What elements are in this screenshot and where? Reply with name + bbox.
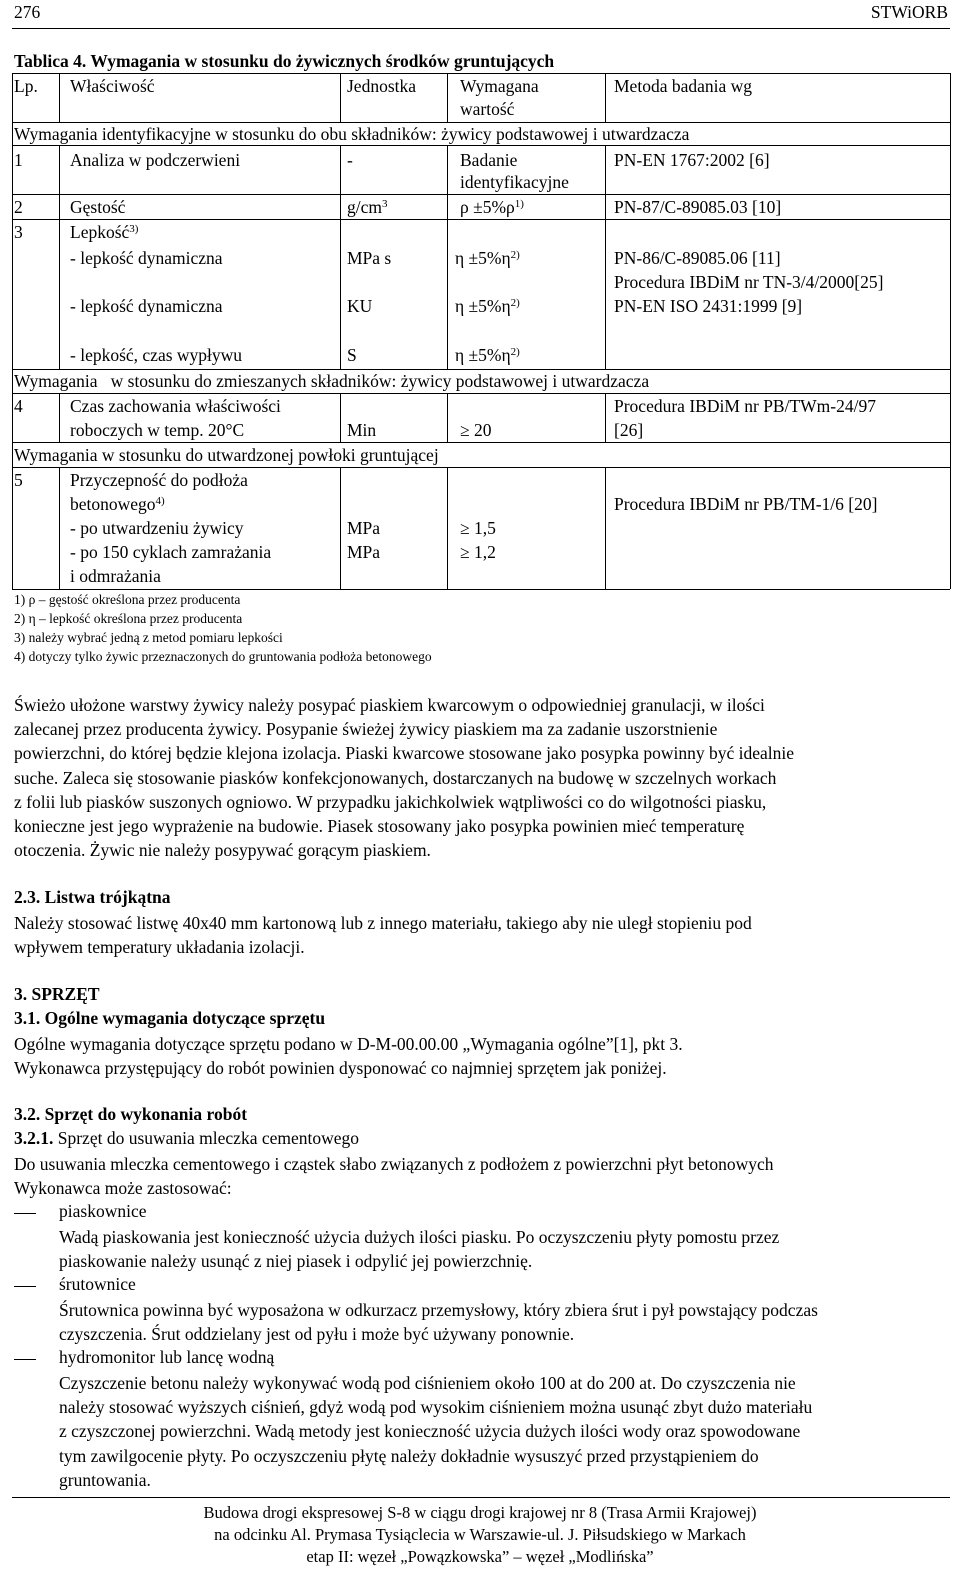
row3-sub3-value: $\eta \pm 5\%\eta^{2)}$ [455, 345, 520, 365]
row1-value-2: identyfikacyjne [460, 172, 569, 192]
section-3-1-text: Ogólne wymagania dotyczące sprzętu podano w D-M-00.00.00 „Wymagania ogólne”[1], pkt 3. Wykonawca przystępujący do robót powinien dysponować co najmniej sprzętem jak poniżej. [14, 1034, 683, 1079]
row3-sub1-unit: MPa s [347, 248, 392, 268]
row2-method: PN-87/C-89085.03 [10] [614, 197, 782, 217]
row2-property: Gęstość [70, 197, 126, 217]
row1-unit: - [347, 150, 353, 170]
dash-bullet-3 [14, 1359, 36, 1360]
row5-lp: 5 [14, 470, 23, 490]
row1-property: Analiza w podczerwieni [70, 150, 241, 170]
row1-lp: 1 [14, 150, 23, 170]
footnote-4: 4) dotyczy tylko żywic przeznaczonych do gruntowania podłoża betonowego [14, 649, 432, 664]
item-1-title: piaskownice [59, 1201, 147, 1221]
footnote-2: 2) η – lepkość określona przez producenta [14, 611, 243, 626]
footnote-1: 1) ρ – gęstość określona przez producenta [14, 592, 241, 607]
footer-rule [12, 1497, 950, 1498]
row4-property-1: Czas zachowania właściwości [70, 396, 281, 416]
row3-sub2-unit: KU [347, 296, 373, 316]
section-cured: Wymagania w stosunku do utwardzonej powłoki gruntującej [14, 445, 439, 465]
footnote-3: 3) należy wybrać jedną z metod pomiaru lepkości [14, 630, 283, 645]
row5-sub2-property-1: - po 150 cyklach zamrażania [70, 542, 272, 562]
row3-property: Lepkość$^{3)}$ [70, 222, 139, 242]
dash-bullet-2 [14, 1286, 36, 1287]
row5-property-2: betonowego$^{4)}$ [70, 494, 165, 514]
dash-bullet-1 [14, 1213, 36, 1214]
row1-method: PN-EN 1767:2002 [6] [614, 150, 770, 170]
row4-method-1: Procedura IBDiM nr PB/TWm-24/97 [614, 396, 876, 416]
item-2-title: śrutownice [59, 1274, 136, 1294]
section-3-1-heading: 3.1. Ogólne wymagania dotyczące sprzętu [14, 1008, 326, 1028]
row2-lp: 2 [14, 197, 23, 217]
row3-sub2-method: PN-EN ISO 2431:1999 [9] [614, 296, 803, 316]
row3-sub2-property: - lepkość dynamiczna [70, 296, 223, 316]
row3-sub3-unit: S [347, 345, 357, 365]
row4-method-2: [26] [614, 420, 644, 440]
document-code: STWiORB [870, 2, 948, 22]
section-3-heading: 3. SPRZĘT [14, 984, 100, 1004]
row2-unit: $g/cm^3$ [347, 197, 388, 217]
header-rule [12, 28, 950, 29]
row5-sub2-unit: MPa [347, 542, 381, 562]
header-method: Metoda badania wg [614, 76, 753, 96]
section-2-3-text: Należy stosować listwę 40x40 mm kartonową lub z innego materiału, takiego aby nie uległ stopieniu pod wpływem temperatury układania izolacji. [14, 913, 752, 958]
section-2-3-heading: 2.3. Listwa trójkątna [14, 887, 171, 907]
row5-sub1-unit: MPa [347, 518, 381, 538]
header-unit: Jednostka [347, 76, 417, 96]
row5-sub2-value: ≥ 1,2 [460, 542, 496, 562]
row3-sub1-value: $\eta \pm 5\%\eta^{2)}$ [455, 248, 520, 268]
header-required-1: Wymagana [460, 76, 539, 96]
row3-sub1-property: - lepkość dynamiczna [70, 248, 223, 268]
section-mixed: Wymagania w stosunku do zmieszanych składników: żywicy podstawowej i utwardzacza [14, 371, 650, 391]
row5-sub1-property: - po utwardzeniu żywicy [70, 518, 244, 538]
header-lp: Lp. [14, 76, 38, 96]
item-3-title: hydromonitor lub lancę wodną [59, 1347, 275, 1367]
row5-method: Procedura IBDiM nr PB/TM-1/6 [20] [614, 494, 878, 514]
row4-value: ≥ 20 [460, 420, 492, 440]
item-2-text: Śrutownica powinna być wyposażona w odkurzacz przemysłowy, który zbiera śrut i pył powstający podczas czyszczenia. Śrut oddzielany jest od pyłu i może być używany ponownie. [59, 1300, 818, 1345]
section-3-2-heading: 3.2. Sprzęt do wykonania robót [14, 1104, 248, 1124]
section-3-2-1-heading: 3.2.1. Sprzęt do usuwania mleczka cementowego [14, 1128, 360, 1148]
header-property: Właściwość [70, 76, 155, 96]
row3-method-mid: Procedura IBDiM nr TN-3/4/2000[25] [614, 272, 884, 292]
row3-lp: 3 [14, 222, 23, 242]
row4-unit: Min [347, 420, 377, 440]
table-caption: Tablica 4. Wymagania w stosunku do żywicznych środków gruntujących [14, 51, 555, 71]
row5-sub1-value: ≥ 1,5 [460, 518, 496, 538]
row2-value: $\rho \pm 5\%\rho^{1)}$ [460, 197, 524, 217]
row5-property-1: Przyczepność do podłoża [70, 470, 248, 490]
section-3-2-1-text: Do usuwania mleczka cementowego i cząstek słabo związanych z podłożem z powierzchni płyt betonowych Wykonawca może zastosować: [14, 1154, 774, 1199]
row3-sub2-value: $\eta \pm 5\%\eta^{2)}$ [455, 296, 520, 316]
row4-lp: 4 [14, 396, 23, 416]
row3-sub3-property: - lepkość, czas wypływu [70, 345, 243, 365]
row3-sub1-method: PN-86/C-89085.06 [11] [614, 248, 781, 268]
page-number: 276 [14, 2, 41, 22]
row4-property-2: roboczych w temp. 20°C [70, 420, 245, 440]
footer: Budowa drogi ekspresowej S-8 w ciągu drogi krajowej nr 8 (Trasa Armii Krajowej) na odcinku Al. Prymasa Tysiąclecia w Warszawie-ul. J. Piłsudskiego w Markach etap II: węzeł „Powązkowska” – węzeł „Modlińska” [203, 1503, 757, 1566]
section-identification: Wymagania identyfikacyjne w stosunku do obu składników: żywicy podstawowej i utwardzacza [14, 124, 690, 144]
sand-paragraph: Świeżo ułożone warstwy żywicy należy posypać piaskiem kwarcowym o odpowiedniej granulacji, w ilości zalecanej przez producenta żywicy. Posypanie świeżej żywicy piaskiem ma za zadanie uszorstnienie powierzchni, do której będzie klejona izolacja. Piaski kwarcowe stosowane jako posypka powinny być idealnie suche. Zaleca się stosowanie piasków konfekcjonowanych, dostarczanych na budowę w szczelnych workach z folii lub piasków suszonych ogniowo. W przypadku jakichkolwiek wątpliwości co do wilgotności piasku, konieczne jest jego wyprażenie na budowie. Piasek stosowany jako posypka powinien mieć temperaturę otoczenia. Żywic nie należy posypywać gorącym piaskiem. [14, 695, 794, 861]
item-3-text: Czyszczenie betonu należy wykonywać wodą pod ciśnieniem około 100 at do 200 at. Do czyszczenia nie należy stosować wyższych ciśnień, gdyż wodą pod wysokim ciśnieniem można usunąć zbyt dużo materiału z czyszczonej powierzchni. Wadą metody jest konieczność użycia dużych ilości wody oraz spowodowane tym zawilgocenie płyty. Po oczyszczeniu płytę należy dokładnie wysuszyć przed przystąpieniem do gruntowania. [59, 1373, 813, 1490]
header-required-2: wartość [460, 99, 515, 119]
row5-sub2-property-2: i odmrażania [70, 566, 161, 586]
item-1-text: Wadą piaskowania jest konieczność użycia dużych ilości piasku. Po oczyszczeniu płyty pomostu przez piaskowanie należy usunąć z niej piasek i odpylić jej powierzchnię. [59, 1227, 780, 1272]
row1-value-1: Badanie [460, 150, 518, 170]
